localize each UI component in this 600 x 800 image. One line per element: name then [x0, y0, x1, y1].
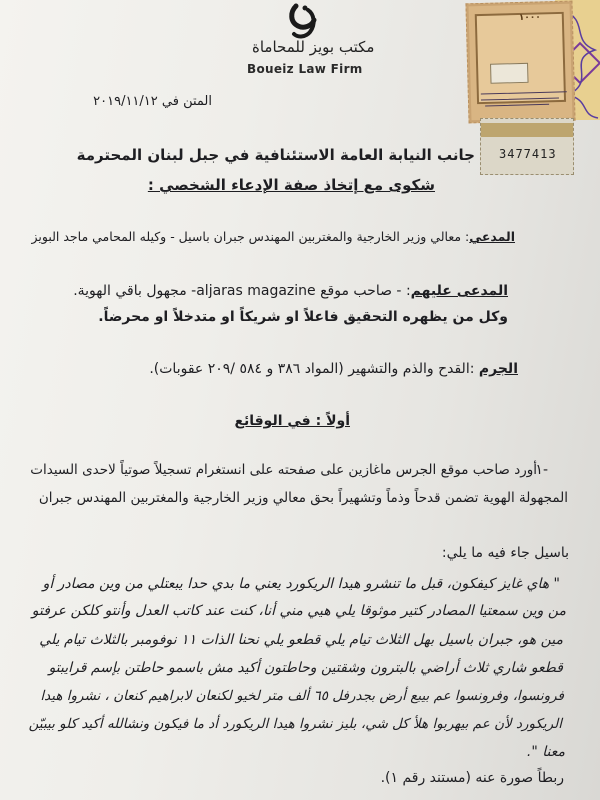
- facts-heading: أولاً : في الوقائع: [234, 413, 350, 429]
- defendant-text: : - صاحب موقع aljaras magazine- مجهول باقي الهوية.: [73, 283, 411, 299]
- paragraph-number: ١-: [535, 462, 548, 478]
- paragraph-line: أورد صاحب موقع الجرس ماغازين على صفحته على انستغرام تسجيلاً صوتياً لاحدى السيدات: [30, 462, 537, 478]
- quote-line: فرونسوا، وفرونسوا عم بيبع أرض بجدرفل ٦٥ ألف متر لخيو لكنعان لابراهيم كنعان ، نشروا هيدا: [40, 688, 564, 704]
- firm-name-arabic: مكتب بويز للمحاماة: [252, 38, 375, 56]
- stamp-sticker: [490, 63, 529, 84]
- stamp-serial-number: 3477413: [499, 147, 557, 161]
- boueiz-logo-icon: [284, 2, 324, 42]
- plaintiff-label: المدعي: [469, 229, 515, 244]
- document-date: المتن في ٢٠١٩/١١/١٢: [93, 94, 212, 109]
- crime-text: :القدح والذم والتشهير (المواد ٣٨٦ و ٥٨٤ /٢٠٩ عقوبات).: [149, 361, 479, 377]
- stamp-strip: [481, 123, 573, 137]
- fiscal-stamp-main: [465, 1, 575, 124]
- quote-line: من وين سمعتيا المصادر كتير موثوقا يلي هيي مني أنا، كنت عند كاتب العدل وأنتو كلكن عرفتو: [31, 603, 566, 619]
- stamp-value: ١٠٠٠: [518, 12, 541, 24]
- fiscal-stamp-lower: [480, 118, 574, 175]
- defendant-extra: وكل من يظهره التحقيق فاعلاً او شريكاً او متدخلاً او محرضاً.: [98, 309, 508, 325]
- paragraph-line: المجهولة الهوية تضمن قدحاً وذماً وتشهيراً بحق معالي وزير الخارجية والمغتربين المهندس جبران: [38, 490, 568, 506]
- crime-label: الجرم: [478, 361, 518, 377]
- firm-name-english: Boueiz Law Firm: [247, 62, 363, 76]
- plaintiff-text: : معالي وزير الخارجية والمغتربين المهندس جبران باسيل - وكيله المحامي ماجد البويز: [31, 229, 470, 244]
- crime-line: [149, 361, 518, 377]
- plaintiff-line: [32, 229, 515, 244]
- paragraph-line: باسيل جاء فيه ما يلي:: [441, 545, 569, 561]
- quote-line: " هاي غايز كيفكون، قبل ما تنشرو هيدا الريكورد يعني ما بدي حدا يبعتلي من وين مصادر أو: [42, 576, 560, 592]
- quote-line: معنا ".: [526, 744, 565, 760]
- quote-line: الريكورد لأن عم بيهربوا هلأ كل شي، بليز نشروا هيدا الريكورد أد ما فيكون ونشالله أكيد كلو بيبيّن: [28, 716, 562, 732]
- defendant-line: [73, 283, 508, 299]
- defendant-label: المدعى عليهم: [410, 283, 508, 299]
- complaint-title: شكوى مع إتخاذ صفة الإدعاء الشخصي :: [147, 176, 435, 194]
- attachment-note: ربطاً صورة عنه (مستند رقم ١).: [380, 770, 564, 786]
- addressee: جانب النيابة العامة الاستئنافية في جبل لبنان المحترمة: [76, 146, 475, 164]
- stamp-cancellation-mark: [479, 86, 570, 110]
- quote-line: مين هو، جبران باسيل بهل الثلاث تيام يلي قطعو يلي نحنا الذات ١١ نوفومبر بالثلاث تيام يلي: [39, 632, 563, 648]
- quote-line: قطعو شاري ثلاث أراضي بالبترون وشقتين وحاطتون أكيد مش باسمو حاطتن بإسم قرايبتو: [48, 660, 563, 676]
